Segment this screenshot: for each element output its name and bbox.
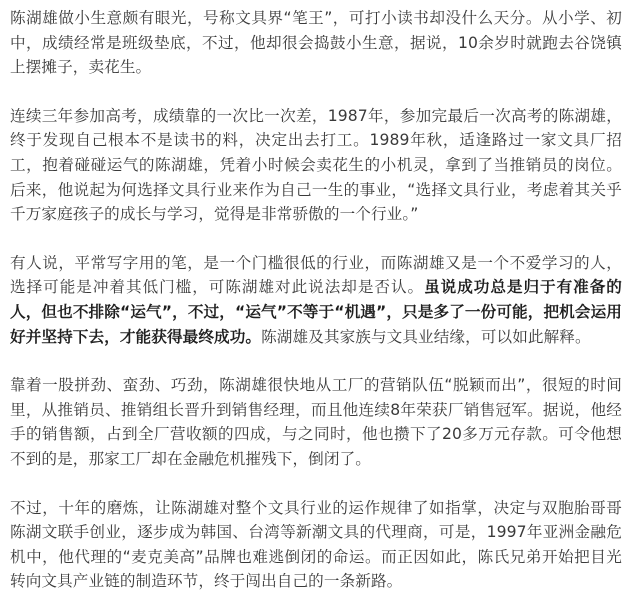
article-body: [10, 6, 622, 594]
paragraph-3: [10, 251, 622, 349]
paragraph-4: [10, 373, 622, 471]
paragraph-text: 有人说，平常写字用的笔，是一个门槛很低的行业，而陈湖雄又是一个不爱学习的人，选择可能是冲着其低门槛，可陈湖雄对此说法却是否认。: [10, 253, 622, 297]
paragraph-text: 陈湖雄及其家族与文具业结缘，可以如此解释。: [261, 327, 591, 346]
paragraph-5: [10, 496, 622, 594]
paragraph-1: [10, 6, 622, 80]
paragraph-text: 陈湖雄做小生意颇有眼光，号称文具界“笔王”，可打小读书却没什么天分。从小学、初中，成绩经常是班级垫底，不过，他却很会捣鼓小生意，据说，10余岁时就跑去谷饶镇上摆摊子，卖花生。: [10, 9, 622, 77]
paragraph-text: 连续三年参加高考，成绩靠的一次比一次差，1987年，参加完最后一次高考的陈湖雄，终于发现自己根本不是读书的料，决定出去打工。1989年秋，适逢路过一家文具厂招工，抱着碰碰运气的陈湖雄，凭着小时候会卖花生的小机灵，拿到了当推销员的岗位。后来，他说起为何选择文具行业来作为自己一生的事业，“选择文具行业，考虑着其关乎千万家庭孩子的成长与学习，觉得是非常骄傲的一个行业。”: [10, 106, 622, 224]
paragraph-text: 靠着一股拼劲、蛮劲、巧劲，陈湖雄很快地从工厂的营销队伍“脱颖而出”，很短的时间里，从推销员、推销组长晋升到销售经理，而且他连续8年荣获厂销售冠军。据说，他经手的销售额，占到全厂营收额的四成，与之同时，他也攒下了20多万元存款。可令他想不到的是，那家工厂却在金融危机摧残下，倒闭了。: [10, 376, 622, 468]
bold-emphasis-text: 虽说成功总是归于有准备的人，但也不排除“运气”，不过，“运气”不等于“机遇”，只是多了一份可能，把机会运用好并坚持下去，才能获得最终成功。: [10, 278, 622, 346]
paragraph-2: [10, 104, 622, 227]
paragraph-text: 不过，十年的磨炼，让陈湖雄对整个文具行业的运作规律了如指掌，决定与双胞胎哥哥陈湖文联手创业，逐步成为韩国、台湾等新潮文具的代理商，可是，1997年亚洲金融危机中，他代理的“麦克美高”品牌也难逃倒闭的命运。而正因如此，陈氏兄弟开始把目光转向文具产业链的制造环节，终于闯出自己的一条新路。: [10, 498, 622, 591]
